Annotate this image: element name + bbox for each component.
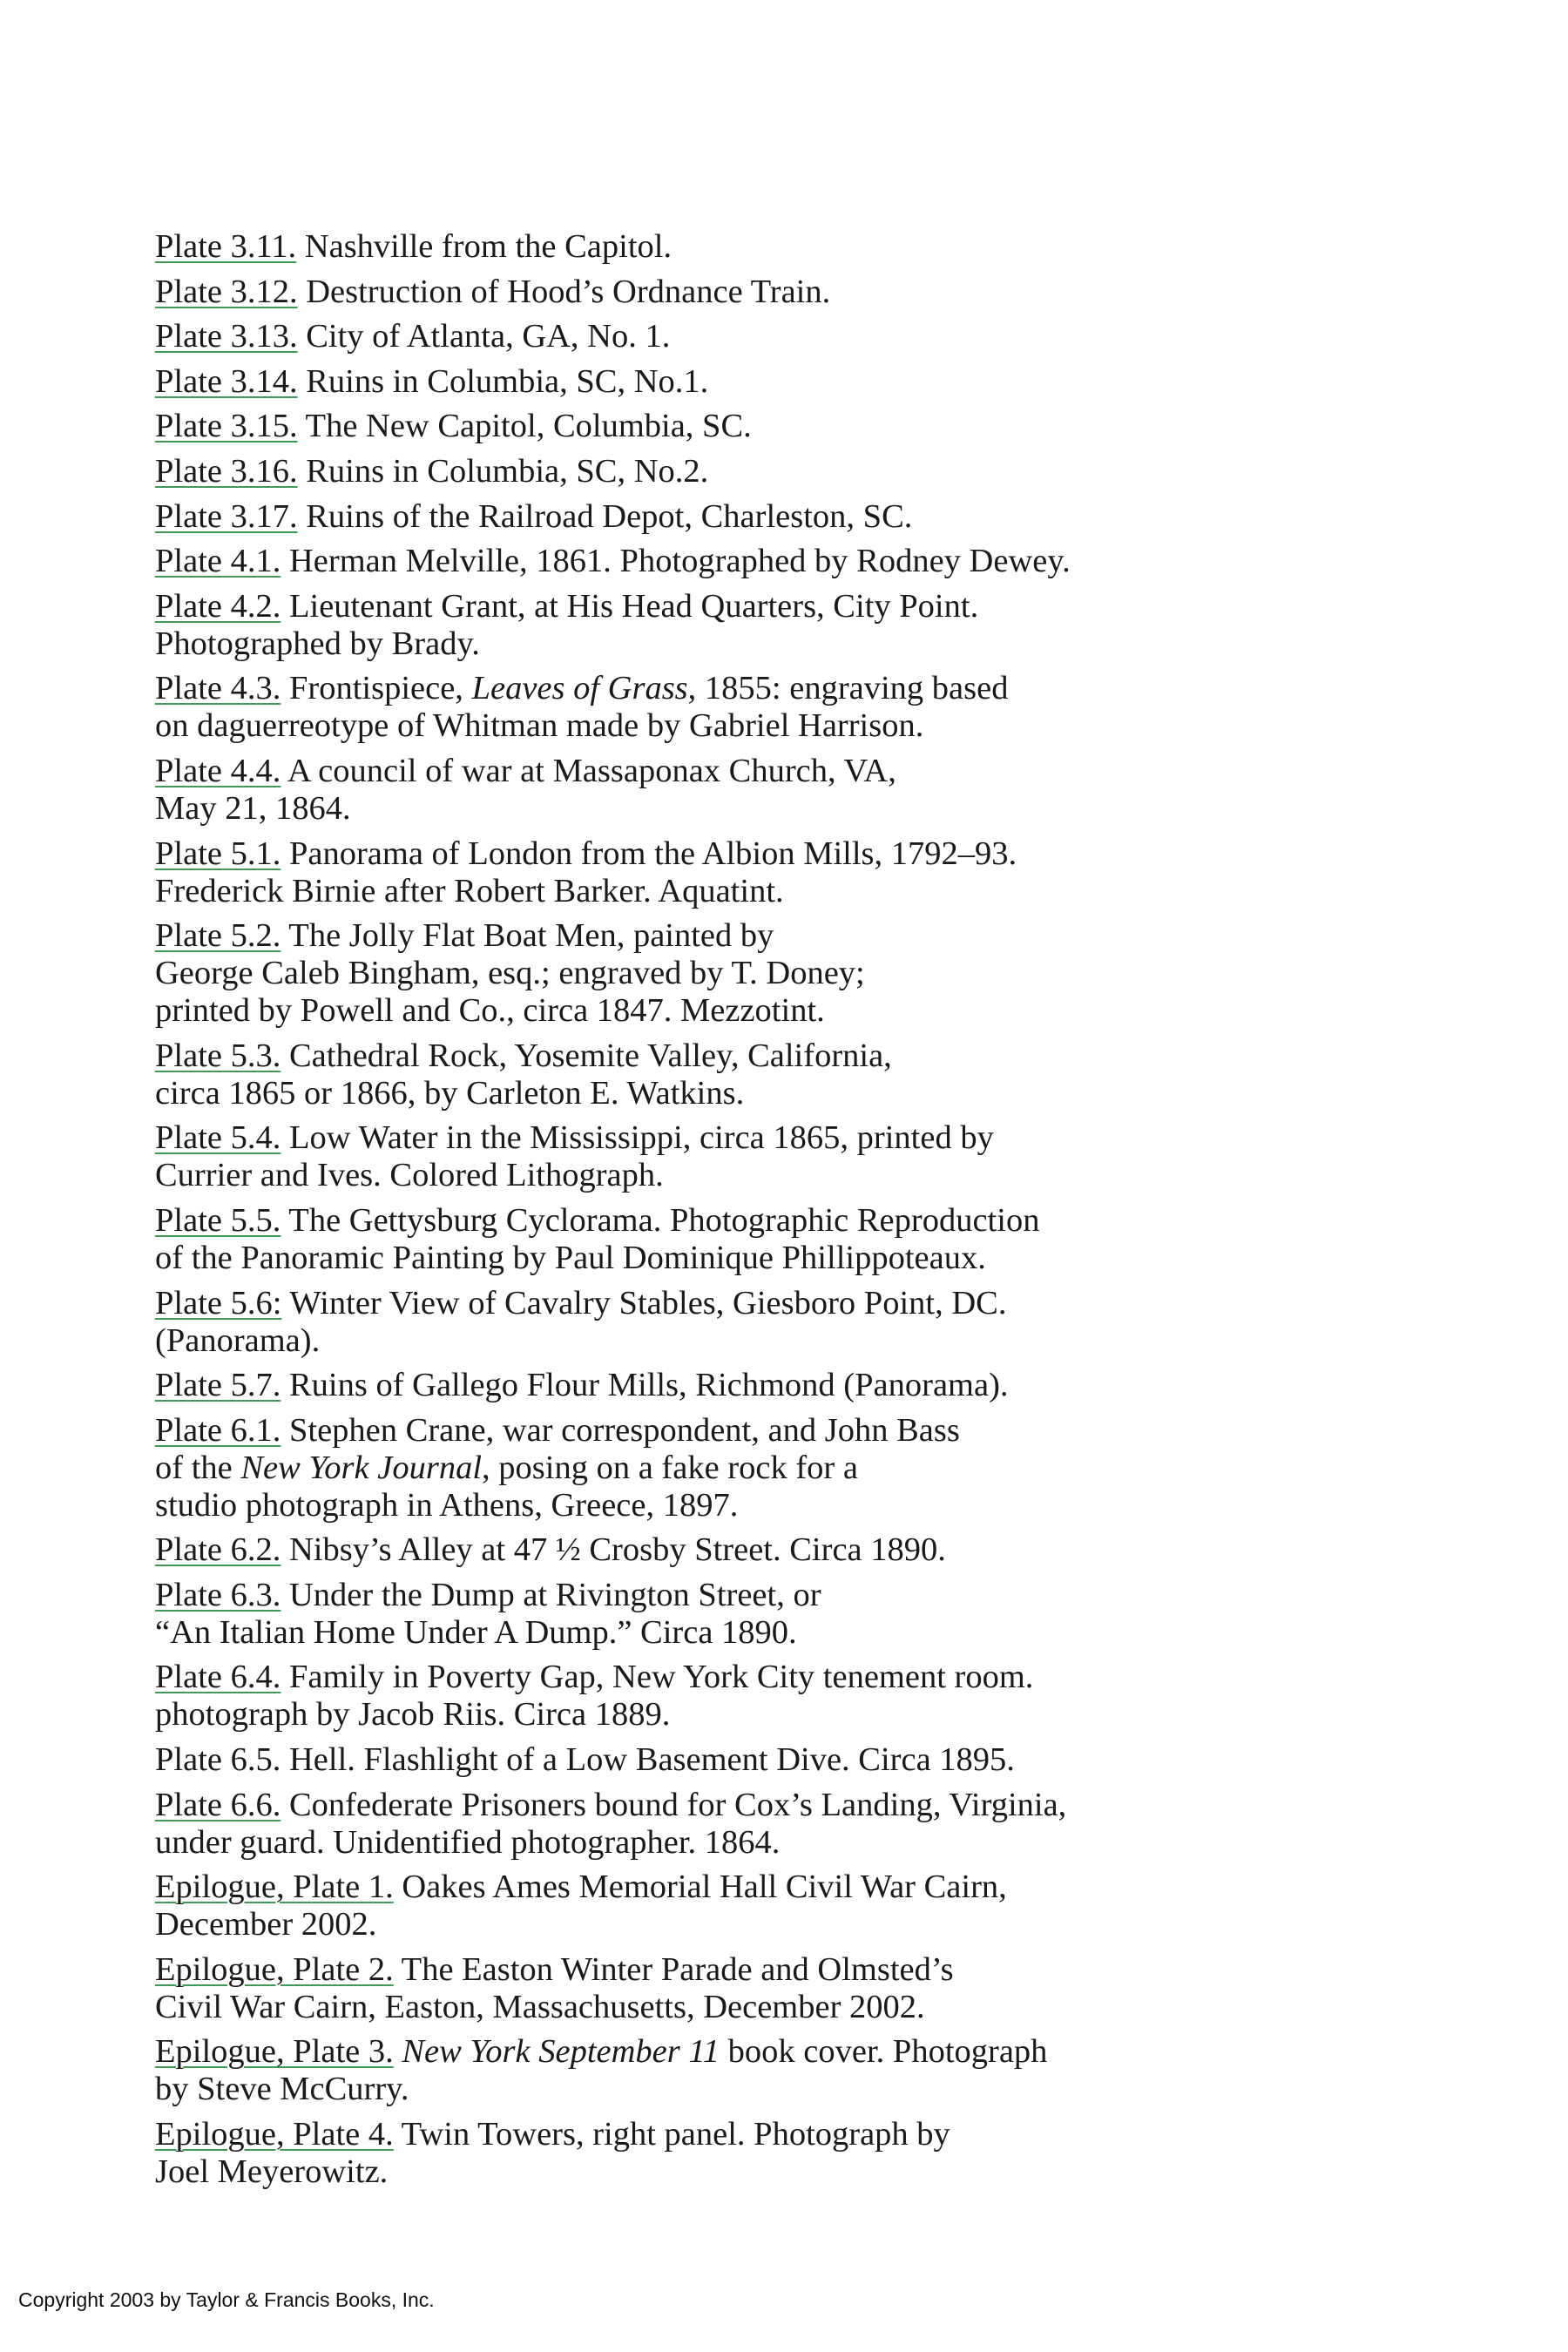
- plate-entry: [155, 1951, 1375, 2026]
- caption-line: [155, 992, 1375, 1030]
- caption-text: photograph by Jacob Riis. Circa 1889.: [155, 1696, 671, 1734]
- caption-line: [155, 318, 1375, 355]
- plate-link[interactable]: Plate 5.6:: [155, 1284, 282, 1321]
- plate-link[interactable]: Plate 4.4.: [155, 752, 281, 789]
- plate-link[interactable]: Plate 6.6.: [155, 1786, 281, 1823]
- plate-entry: [155, 835, 1375, 910]
- caption-line: [155, 1696, 1375, 1734]
- caption-text: May 21, 1864.: [155, 789, 351, 827]
- caption-line: [155, 362, 1375, 401]
- caption-line: [155, 1367, 1375, 1404]
- caption-text: The Jolly Flat Boat Men, painted by: [288, 917, 774, 955]
- caption-line: [155, 1449, 1375, 1487]
- caption-line: [155, 497, 1375, 536]
- caption-line: [155, 1486, 1375, 1524]
- caption-line: [155, 1119, 1375, 1157]
- caption-line: [155, 1157, 1375, 1194]
- caption-text: City of Atlanta, GA, No. 1.: [306, 318, 671, 355]
- caption-text: “An Italian Home Under A Dump.” Circa 1890.: [155, 1613, 797, 1651]
- caption-line: [155, 789, 1375, 828]
- caption-text: studio photograph in Athens, Greece, 1897.: [155, 1486, 739, 1524]
- plate-entry: [155, 917, 1375, 1030]
- plate-entry: [155, 498, 1375, 536]
- caption-text: Ruins in Columbia, SC, No.2.: [306, 452, 709, 490]
- caption-text: circa 1865 or 1866, by Carleton E. Watkins.: [155, 1074, 745, 1112]
- plate-entry: [155, 753, 1375, 828]
- plate-link[interactable]: Plate 6.3.: [155, 1576, 281, 1613]
- caption-line: [155, 1284, 1375, 1322]
- caption-line: [155, 1074, 1375, 1112]
- plate-entry: [155, 1577, 1375, 1652]
- plate-link[interactable]: Plate 3.17.: [155, 497, 298, 535]
- caption-text: Family in Poverty Gap, New York City tenement room.: [288, 1659, 1034, 1696]
- caption-text: Twin Towers, right panel. Photograph by: [401, 2116, 950, 2153]
- caption-text: printed by Powell and Co., circa 1847. Mezzotint.: [155, 992, 825, 1030]
- plate-link[interactable]: Epilogue, Plate 2.: [155, 1950, 394, 1988]
- caption-line: [155, 408, 1375, 445]
- caption-line: [155, 1321, 1375, 1360]
- plate-entry: [155, 1741, 1375, 1779]
- plate-link[interactable]: Epilogue, Plate 3.: [155, 2033, 394, 2071]
- caption-text: Confederate Prisoners bound for Cox’s Landing, Virginia,: [288, 1786, 1067, 1823]
- caption-line: [155, 1659, 1375, 1696]
- plate-link[interactable]: Epilogue, Plate 1.: [155, 1869, 394, 1906]
- caption-line: [155, 1531, 1375, 1569]
- caption-line: [155, 228, 1375, 266]
- italic-title: New York September 11: [402, 2033, 720, 2071]
- plate-link[interactable]: Plate 3.14.: [155, 362, 298, 400]
- caption-text: Ruins of Gallego Flour Mills, Richmond (Panorama).: [288, 1367, 1009, 1404]
- caption-text: Cathedral Rock, Yosemite Valley, California,: [288, 1037, 892, 1074]
- caption-line: [155, 452, 1375, 490]
- copyright-notice: Copyright 2003 by Taylor & Francis Books, Inc.: [18, 2288, 435, 2311]
- caption-text: under guard. Unidentified photographer. 1864.: [155, 1823, 781, 1861]
- caption-line: [155, 543, 1375, 580]
- plate-entry: [155, 453, 1375, 490]
- caption-line: [155, 2033, 1375, 2071]
- plate-link[interactable]: Plate 6.1.: [155, 1411, 281, 1449]
- caption-line: [155, 1988, 1375, 2026]
- caption-text: Stephen Crane, war correspondent, and John Bass: [288, 1411, 960, 1449]
- plate-entry: [155, 274, 1375, 311]
- plate-entry: [155, 588, 1375, 663]
- caption-line: [155, 1950, 1375, 1989]
- caption-line: [155, 2116, 1375, 2153]
- plate-list: [155, 228, 1375, 2199]
- caption-line: [155, 1869, 1375, 1906]
- caption-text: George Caleb Bingham, esq.; engraved by T. Doney;: [155, 955, 865, 992]
- plate-link[interactable]: Plate 4.3.: [155, 670, 281, 707]
- caption-line: [155, 1576, 1375, 1614]
- caption-line: [155, 835, 1375, 873]
- caption-line: [155, 587, 1375, 625]
- caption-text: Ruins in Columbia, SC, No.1.: [306, 362, 709, 400]
- caption-text: , 1855: engraving based: [687, 670, 1009, 707]
- plate-link[interactable]: Epilogue, Plate 4.: [155, 2116, 394, 2153]
- caption-line: [155, 955, 1375, 992]
- caption-line: [155, 1411, 1375, 1450]
- caption-line: [155, 625, 1375, 663]
- plate-link[interactable]: Plate 5.7.: [155, 1367, 281, 1404]
- plate-label: Plate 6.5.: [155, 1741, 281, 1779]
- plate-link[interactable]: Plate 3.15.: [155, 408, 298, 445]
- caption-line: [155, 1906, 1375, 1943]
- plate-link[interactable]: Plate 6.2.: [155, 1531, 281, 1569]
- caption-text: Low Water in the Mississippi, circa 1865, printed by: [288, 1119, 994, 1157]
- plate-link[interactable]: Plate 5.5.: [155, 1201, 281, 1239]
- plate-entry: [155, 2033, 1375, 2108]
- plate-entry: [155, 1412, 1375, 1524]
- caption-text: of the: [155, 1449, 241, 1486]
- caption-text: The Easton Winter Parade and Olmsted’s: [401, 1950, 954, 1988]
- caption-line: [155, 670, 1375, 707]
- caption-text: Currier and Ives. Colored Lithograph.: [155, 1157, 664, 1194]
- caption-text: of the Panoramic Painting by Paul Dominique Phillippoteaux.: [155, 1239, 986, 1276]
- plate-entry: [155, 363, 1375, 401]
- plate-entry: [155, 2116, 1375, 2191]
- caption-line: [155, 1741, 1375, 1779]
- caption-text: book cover. Photograph: [720, 2033, 1048, 2071]
- plate-link[interactable]: Plate 3.16.: [155, 452, 298, 490]
- caption-text: Oakes Ames Memorial Hall Civil War Cairn,: [402, 1869, 1007, 1906]
- caption-text: by Steve McCurry.: [155, 2071, 409, 2108]
- caption-text: Panorama of London from the Albion Mills, 1792–93.: [288, 835, 1017, 872]
- caption-text: Under the Dump at Rivington Street, or: [288, 1576, 821, 1613]
- caption-line: [155, 1239, 1375, 1277]
- plate-entry: [155, 1285, 1375, 1360]
- caption-line: [155, 917, 1375, 955]
- caption-text: The Gettysburg Cyclorama. Photographic Reproduction: [288, 1201, 1040, 1239]
- caption-line: [155, 1823, 1375, 1862]
- caption-text: Nibsy’s Alley at 47 ½ Crosby Street. Circa 1890.: [288, 1531, 946, 1569]
- caption-text: (Panorama).: [155, 1321, 321, 1359]
- caption-text: , posing on a fake rock for a: [482, 1449, 858, 1486]
- caption-line: [155, 2153, 1375, 2191]
- caption-line: [155, 1201, 1375, 1240]
- caption-line: [155, 1613, 1375, 1652]
- caption-text: on daguerreotype of Whitman made by Gabriel Harrison.: [155, 707, 924, 745]
- caption-text: Photographed by Brady.: [155, 625, 480, 662]
- plate-entry: [155, 228, 1375, 266]
- plate-entry: [155, 408, 1375, 445]
- plate-entry: [155, 1037, 1375, 1112]
- plate-entry: [155, 1659, 1375, 1734]
- plate-entry: [155, 1202, 1375, 1277]
- caption-text: The New Capitol, Columbia, SC.: [305, 408, 752, 445]
- italic-title: New York Journal: [240, 1449, 483, 1486]
- caption-text: Frontispiece,: [288, 670, 472, 707]
- caption-line: [155, 273, 1375, 311]
- plate-link[interactable]: Plate 3.13.: [155, 318, 298, 355]
- plate-entry: [155, 1367, 1375, 1404]
- plate-entry: [155, 1531, 1375, 1569]
- caption-line: [155, 1786, 1375, 1824]
- caption-text: Civil War Cairn, Easton, Massachusetts, December 2002.: [155, 1988, 925, 2025]
- caption-line: [155, 752, 1375, 790]
- caption-text: A council of war at Massaponax Church, VA,: [287, 752, 896, 789]
- plate-entry: [155, 543, 1375, 580]
- caption-text: Lieutenant Grant, at His Head Quarters, City Point.: [288, 587, 979, 625]
- plate-link[interactable]: Plate 5.2.: [155, 917, 281, 955]
- plate-link[interactable]: Plate 4.2.: [155, 587, 281, 625]
- caption-line: [155, 1037, 1375, 1075]
- plate-link[interactable]: Plate 4.1.: [155, 543, 281, 580]
- caption-text: December 2002.: [155, 1906, 377, 1943]
- plate-entry: [155, 1787, 1375, 1862]
- plate-link[interactable]: Plate 6.4.: [155, 1659, 281, 1696]
- plate-link[interactable]: Plate 5.3.: [155, 1037, 281, 1074]
- caption-line: [155, 872, 1375, 910]
- caption-text: Frederick Birnie after Robert Barker. Aquatint.: [155, 872, 784, 909]
- caption-text: Ruins of the Railroad Depot, Charleston, SC.: [306, 497, 913, 535]
- plate-entry: [155, 318, 1375, 355]
- caption-text: Destruction of Hood’s Ordnance Train.: [306, 273, 831, 310]
- caption-text: Joel Meyerowitz.: [155, 2153, 389, 2191]
- plate-entry: [155, 670, 1375, 745]
- italic-title: Leaves of Grass: [471, 670, 688, 707]
- plate-entry: [155, 1869, 1375, 1943]
- caption-line: [155, 2071, 1375, 2108]
- caption-line: [155, 707, 1375, 745]
- caption-text: Herman Melville, 1861. Photographed by Rodney Dewey.: [288, 543, 1071, 580]
- plate-entry: [155, 1119, 1375, 1194]
- plate-link[interactable]: Plate 5.4.: [155, 1119, 281, 1157]
- plate-link[interactable]: Plate 5.1.: [155, 835, 281, 872]
- caption-text: Nashville from the Capitol.: [304, 228, 672, 265]
- caption-text: Winter View of Cavalry Stables, Giesboro Point, DC.: [289, 1284, 1007, 1321]
- caption-text: Hell. Flashlight of a Low Basement Dive. Circa 1895.: [288, 1741, 1015, 1779]
- plate-link[interactable]: Plate 3.11.: [155, 228, 297, 265]
- plate-link[interactable]: Plate 3.12.: [155, 273, 298, 310]
